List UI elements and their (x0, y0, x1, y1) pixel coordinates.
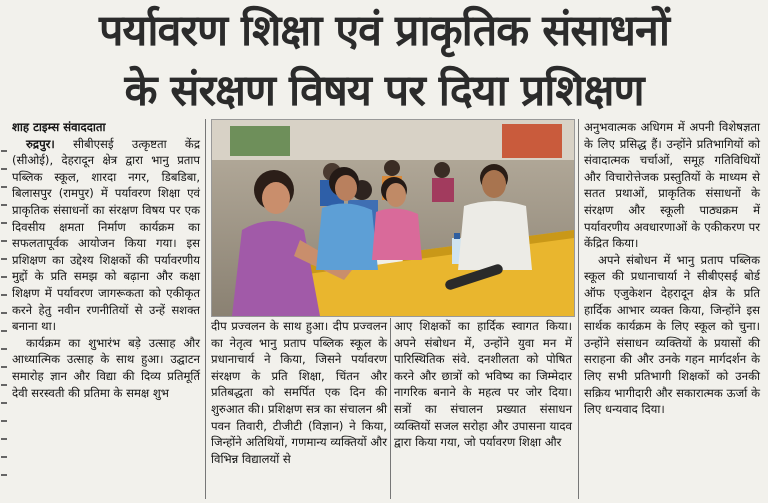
article-column-2 (211, 318, 387, 467)
column-divider (578, 119, 579, 499)
article-paragraph: आए शिक्षकों का हार्दिक स्वागत किया। अपने संबोधन में, उन्होंने युवा मन में पारिस्थितिक संवे. दनशीलता को पोषित करने और छात्रों को भविष्य का जिम्मेदार नागरिक बनाने के महत्व पर जोर दिया। सत्रों का संचालन प्रख्यात संसाधन व्यक्तियों सजल सरोहा और उपासना यादव द्वारा किया गया, जो पर्यावरण शिक्षा और (394, 319, 572, 450)
article-paragraph (12, 136, 200, 335)
dateline: रुद्रपुर। (26, 136, 55, 151)
article-column-3 (394, 318, 572, 451)
article-paragraph: कार्यक्रम का शुभारंभ बड़े उत्साह और आध्यात्मिक उत्साह के साथ हुआ। उद्घाटन समारोह ज्ञान और विद्या की दिव्य प्रतिमूर्ति देवी सरस्वती की प्रतिमा के समक्ष शुभ (12, 335, 200, 400)
article-column-1 (12, 119, 200, 401)
article-paragraph: अनुभवात्मक अधिगम में अपनी विशेषज्ञता के लिए प्रसिद्ध हैं। उन्होंने प्रतिभागियों को संवादात्मक चर्चाओं, समूह गतिविधियों और विचारोत्तेजक प्रस्तुतियों के माध्यम से सतत प्रथाओं, प्राकृतिक संसाधनों के संरक्षण और स्कूली पाठ्यक्रम में पर्यावरणीय अवधारणाओं के एकीकरण पर केंद्रित किया। (584, 120, 760, 251)
column-divider (205, 119, 206, 499)
article-text: सीबीएसई उत्कृष्टता केंद्र (सीओई), देहरादून क्षेत्र द्वारा भानु प्रताप पब्लिक स्कूल, शारदा नगर, डिबडिबा, बिलासपुर (रामपुर) में पर्यावरण शिक्षा एवं प्राकृतिक संसाधनों का संरक्षण विषय पर एक दिवसीय क्षमता निर्माण कार्यक्रम का सफलतापूर्वक आयोजन किया गया। इस प्रशिक्षण का उद्देश्य शिक्षकों की पर्यावरणीय मुद्दों के प्रति समझ को बढ़ाना और कक्षा शिक्षण में पर्यावरण जागरूकता को एकीकृत करने हेतु नवीन रणनीतियों से उन्हें सशक्त बनाना था। (12, 136, 200, 334)
column-divider (390, 318, 391, 499)
news-photo (211, 119, 575, 317)
article-paragraph: दीप प्रज्वलन के साथ हुआ। दीप प्रज्वलन का नेतृत्व भानु प्रताप पब्लिक स्कूल के प्रधानाचार्य ने किया, जिसने पर्यावरण संरक्षण के प्रति शिक्षा, चिंतन और प्रतिबद्धता को समर्पित एक दिन की शुरुआत की। प्रशिक्षण सत्र का संचालन श्री पवन तिवारी, टीजीटी (विज्ञान) ने किया, जिन्होंने अतिथियों, गणमान्य व्यक्तियों और विभिन्न विद्यालयों से (211, 319, 387, 466)
headline-line-1: पर्यावरण शिक्षा एवं प्राकृतिक संसाधनों (98, 6, 670, 56)
article-paragraph: अपने संबोधन में भानु प्रताप पब्लिक स्कूल की प्रधानाचार्या ने सीबीएसई बोर्ड ऑफ एजुकेशन देहरादून क्षेत्र के प्रति हार्दिक आभार व्यक्त किया, जिन्होंने इस सार्थक कार्यक्रम के लिए स्कूल को चुना। उन्होंने संसाधन व्यक्तियों के प्रयासों की सराहना की और उनके गहन मार्गदर्शन के लिए सभी प्रतिभागी शिक्षकों को उनकी सक्रिय भागीदारी और सकारात्मक ऊर्जा के लिए धन्यवाद दिया। (584, 252, 760, 417)
article-column-4 (584, 119, 760, 418)
column-edge-marks (1, 150, 9, 490)
headline-line-2: के संरक्षण विषय पर दिया प्रशिक्षण (124, 66, 644, 116)
byline: शाह टाइम्स संवाददाता (12, 120, 106, 134)
